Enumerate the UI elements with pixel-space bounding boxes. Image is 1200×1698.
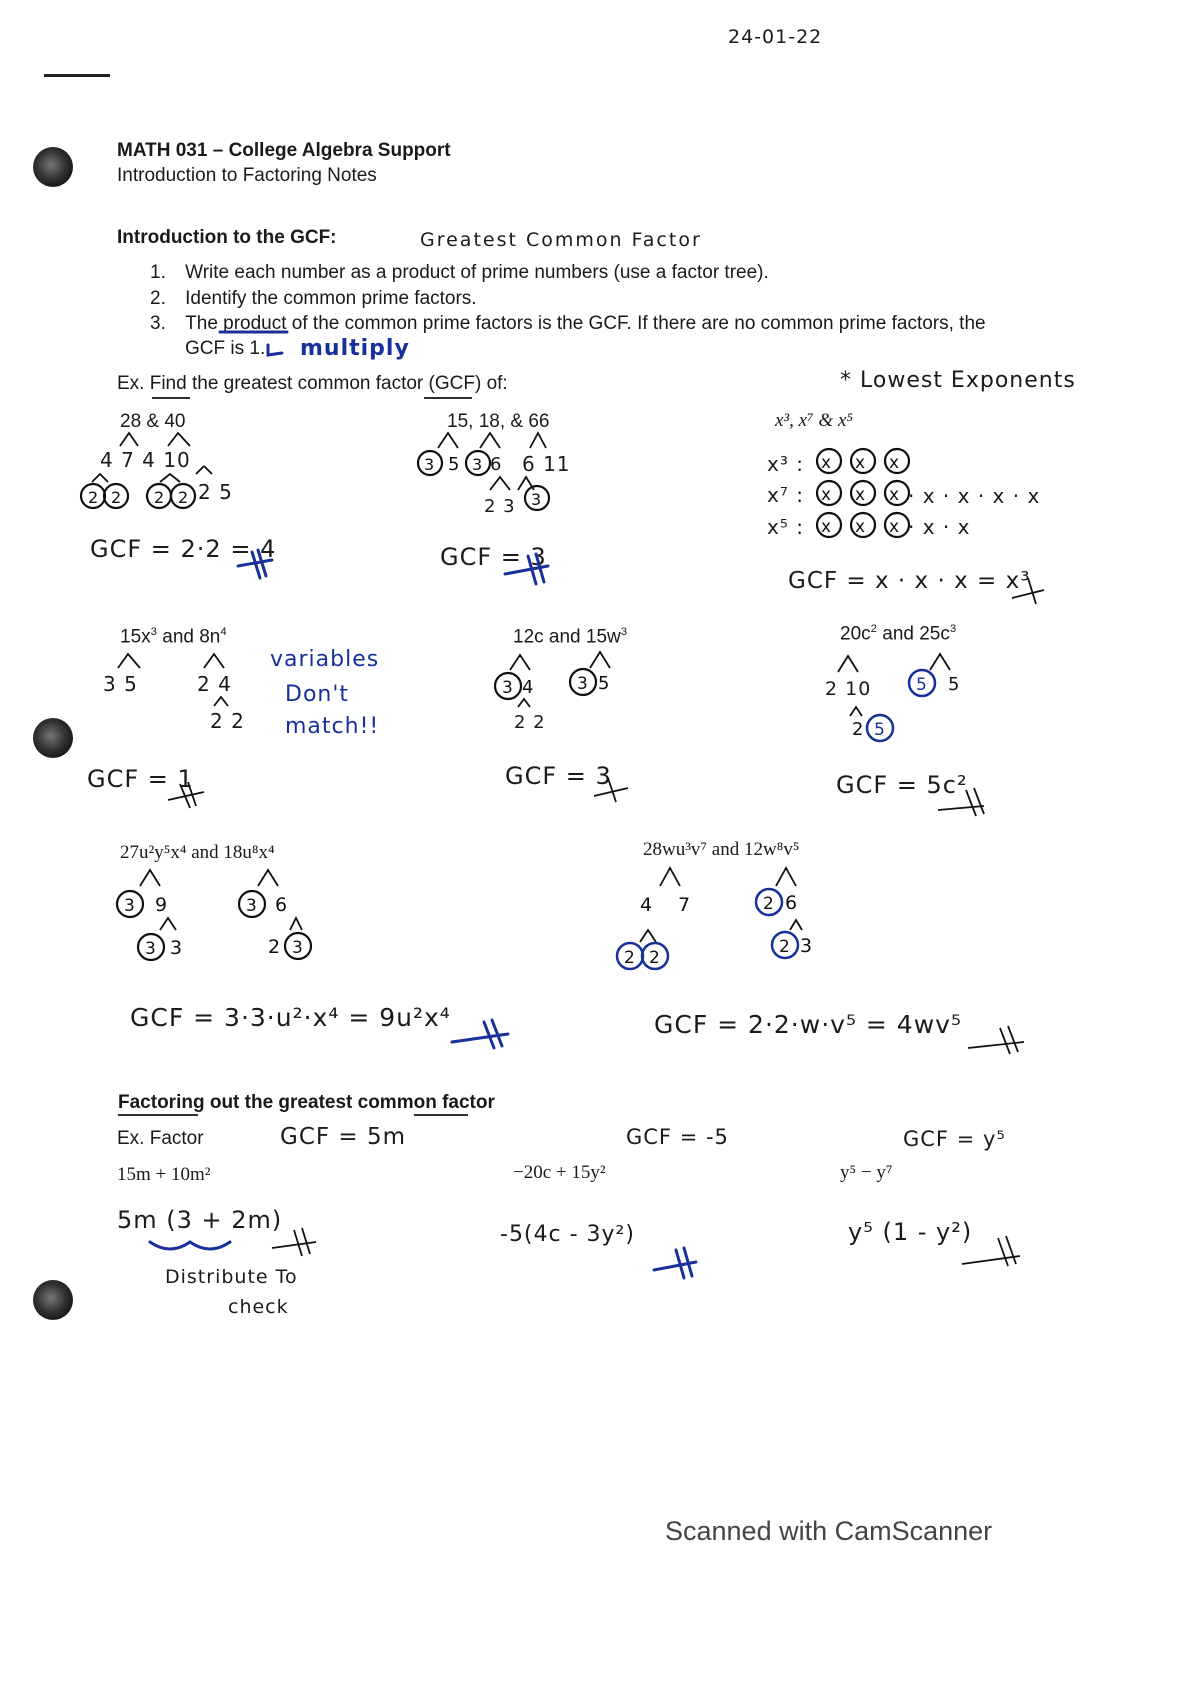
p2-problem: −20c + 15y² (513, 1162, 606, 1183)
svg-text:3: 3 (531, 490, 542, 509)
ex8-problem: 28wu³v⁷ and 12w⁸v⁵ (643, 839, 800, 860)
svg-text:2: 2 (178, 488, 189, 507)
ex3-row3-tail: · x · x (908, 515, 971, 539)
p1-answer: 5m (3 + 2m) (117, 1206, 283, 1234)
handwritten-date: 24-01-22 (728, 26, 823, 48)
svg-text:4: 4 (522, 677, 534, 698)
course-title: MATH 031 – College Algebra Support (117, 140, 451, 161)
ex7-problem: 27u²y⁵x⁴ and 18u⁸x⁴ (120, 842, 275, 863)
ex5-exp: 3 (620, 626, 628, 638)
ex4-note-dont: Don't (285, 682, 350, 707)
ex2-tree-branch (438, 433, 546, 448)
ex4-exp2: 4 (220, 626, 227, 638)
example-prompt: Ex. Find the greatest common factor (GCF) of: (117, 373, 508, 394)
svg-text:x: x (889, 485, 900, 505)
ex3-circled-x-group (817, 449, 909, 537)
svg-text:x: x (821, 485, 832, 505)
gcf-intro-heading: Introduction to the GCF: (117, 227, 337, 248)
svg-text:5: 5 (916, 675, 927, 695)
svg-text:6: 6 (785, 892, 798, 914)
svg-text:3: 3 (246, 896, 257, 916)
step-text: Identify the common prime factors. (185, 288, 477, 309)
ex1-problem: 28 & 40 (120, 411, 186, 432)
ex1-tree-top: 4 7 4 10 (100, 448, 191, 472)
ex2-tree-branch-2 (490, 477, 534, 490)
ex6-base: 20c (840, 623, 871, 645)
svg-text:7: 7 (678, 894, 691, 916)
multiply-arrow-icon (268, 345, 282, 355)
factoring-out-heading: Factoring out the greatest common factor (118, 1092, 495, 1113)
svg-text:3: 3 (170, 937, 183, 959)
ex3-row2-label: x⁷ : (767, 483, 804, 507)
ex8-gcf: GCF = 2·2·w·v⁵ = 4wv⁵ (654, 1010, 962, 1039)
step-3-continuation: GCF is 1. (185, 338, 266, 359)
svg-text:2: 2 (268, 936, 281, 958)
svg-text:4: 4 (640, 894, 653, 916)
ex3-row3-label: x⁵ : (767, 515, 804, 539)
p3-answer: y⁵ (1 - y²) (848, 1218, 973, 1246)
svg-text:5: 5 (448, 454, 460, 475)
svg-text:6: 6 (275, 894, 288, 916)
ex3-double-arrow-icon (1012, 578, 1044, 604)
svg-text:2: 2 (852, 719, 864, 740)
svg-text:x: x (889, 453, 900, 473)
factor-prompt: Ex. Factor (117, 1128, 204, 1149)
svg-text:x: x (855, 517, 866, 537)
step-text: The product of the common prime factors is the GCF. If there are no common prime factors, the (185, 313, 986, 334)
notes-subtitle: Introduction to Factoring Notes (117, 165, 377, 186)
p1-note-distribute: Distribute To (165, 1266, 298, 1288)
ex3-row2-tail: · x · x · x · x (908, 484, 1041, 508)
p3-problem: y⁵ − y⁷ (840, 1162, 893, 1183)
svg-text:x: x (821, 517, 832, 537)
svg-text:x: x (889, 517, 900, 537)
svg-text:3: 3 (145, 939, 156, 959)
ex4-exp1: 3 (150, 626, 157, 638)
ex4-gcf: GCF = 1 (87, 765, 194, 793)
ex4-tree-b2: 2 2 (210, 709, 245, 733)
multiply-note: multiply (300, 336, 410, 361)
ex4-mid: and 8n (156, 626, 221, 648)
svg-text:5: 5 (874, 720, 885, 740)
ex6-double-arrow-icon (938, 788, 984, 816)
step-number: 3. (150, 313, 166, 334)
p1-problem: 15m + 10m² (117, 1164, 211, 1185)
ex7-double-arrow-icon (452, 1020, 508, 1048)
ex8-double-arrow-icon (968, 1026, 1024, 1054)
svg-text:3: 3 (124, 896, 135, 916)
ex6-exp1: 2 (870, 623, 877, 635)
ex6-mid: and 25c (876, 623, 950, 645)
ex4-tree-b: 2 4 (197, 672, 232, 696)
ex8-tree-branch (640, 868, 802, 942)
ex7-gcf: GCF = 3·3·u²·x⁴ = 9u²x⁴ (130, 1003, 451, 1032)
svg-text:5: 5 (598, 673, 610, 694)
ex2-tree-top: 6 11 (522, 452, 571, 476)
ex2-tree-bottom: 2 3 (484, 496, 516, 517)
p3-double-arrow-icon (962, 1236, 1020, 1266)
ex2-problem: 15, 18, & 66 (447, 411, 550, 432)
ex6-tree-branch (838, 654, 950, 716)
ex1-tree-bottom: 2 5 (198, 480, 233, 504)
ex5-double-arrow-icon (594, 778, 628, 802)
svg-text:2: 2 (154, 488, 165, 507)
ex5-base: 12c and 15w (513, 626, 621, 648)
ex4-note-match: match!! (285, 714, 380, 739)
svg-text:3: 3 (800, 935, 813, 957)
ex1-double-arrow-icon (238, 550, 272, 578)
svg-text:3: 3 (577, 674, 588, 694)
p2-answer: -5(4c - 3y²) (500, 1222, 635, 1247)
lowest-exponents-note: * Lowest Exponents (840, 368, 1076, 393)
ex2-gcf: GCF = 3 (440, 543, 547, 571)
svg-text:x: x (855, 485, 866, 505)
ex1-tree-branch (120, 433, 190, 446)
ex6-tree-a: 2 10 (825, 678, 872, 700)
svg-text:2: 2 (649, 948, 660, 968)
svg-text:3: 3 (292, 938, 303, 958)
svg-text:3: 3 (424, 455, 435, 474)
ex6-exp2: 3 (949, 623, 957, 635)
p2-double-arrow-icon (654, 1248, 696, 1278)
ex3-row1-label: x³ : (767, 452, 804, 476)
svg-text:2: 2 (779, 937, 790, 957)
svg-text:x: x (855, 453, 866, 473)
p1-note-check: check (228, 1296, 289, 1318)
ex3-problem: x³, x⁷ & x⁵ (775, 410, 853, 431)
ex4-tree-a: 3 5 (103, 672, 138, 696)
svg-text:6: 6 (490, 454, 502, 475)
step-text: Write each number as a product of prime numbers (use a factor tree). (185, 262, 769, 283)
camscanner-watermark: Scanned with CamScanner (665, 1516, 993, 1546)
svg-text:3: 3 (472, 455, 483, 474)
svg-text:2: 2 (88, 488, 99, 507)
ex1-tree-branch-2 (92, 466, 212, 482)
svg-text:x: x (821, 453, 832, 473)
ex4-double-arrow-icon (168, 782, 204, 808)
p2-gcf-note: GCF = -5 (626, 1125, 729, 1149)
svg-text:5: 5 (948, 674, 960, 695)
step-number: 2. (150, 288, 166, 309)
svg-text:3: 3 (502, 678, 513, 698)
ex3-gcf: GCF = x · x · x = x³ (788, 568, 1031, 594)
ex5-tree-b2: 2 2 (514, 712, 546, 733)
svg-text:2: 2 (763, 894, 774, 914)
ex4-tree-branch (118, 654, 228, 706)
step-number: 1. (150, 262, 166, 283)
ex5-gcf: GCF = 3 (505, 762, 612, 790)
ex1-gcf: GCF = 2·2 = 4 (90, 535, 277, 563)
svg-text:2: 2 (111, 488, 122, 507)
svg-text:2: 2 (624, 948, 635, 968)
handwritten-gcf-meaning: Greatest Common Factor (420, 229, 702, 251)
svg-text:9: 9 (155, 894, 168, 916)
ex2-double-arrow-icon (505, 554, 548, 584)
p1-double-arrow-icon (272, 1228, 316, 1256)
ex4-base: 15x (120, 626, 151, 648)
p1-gcf-note: GCF = 5m (280, 1124, 407, 1150)
p1-distribute-arcs (150, 1242, 230, 1249)
ex4-note-variables: variables (270, 647, 380, 672)
p3-gcf-note: GCF = y⁵ (903, 1127, 1006, 1151)
ex6-gcf: GCF = 5c² (836, 771, 968, 799)
